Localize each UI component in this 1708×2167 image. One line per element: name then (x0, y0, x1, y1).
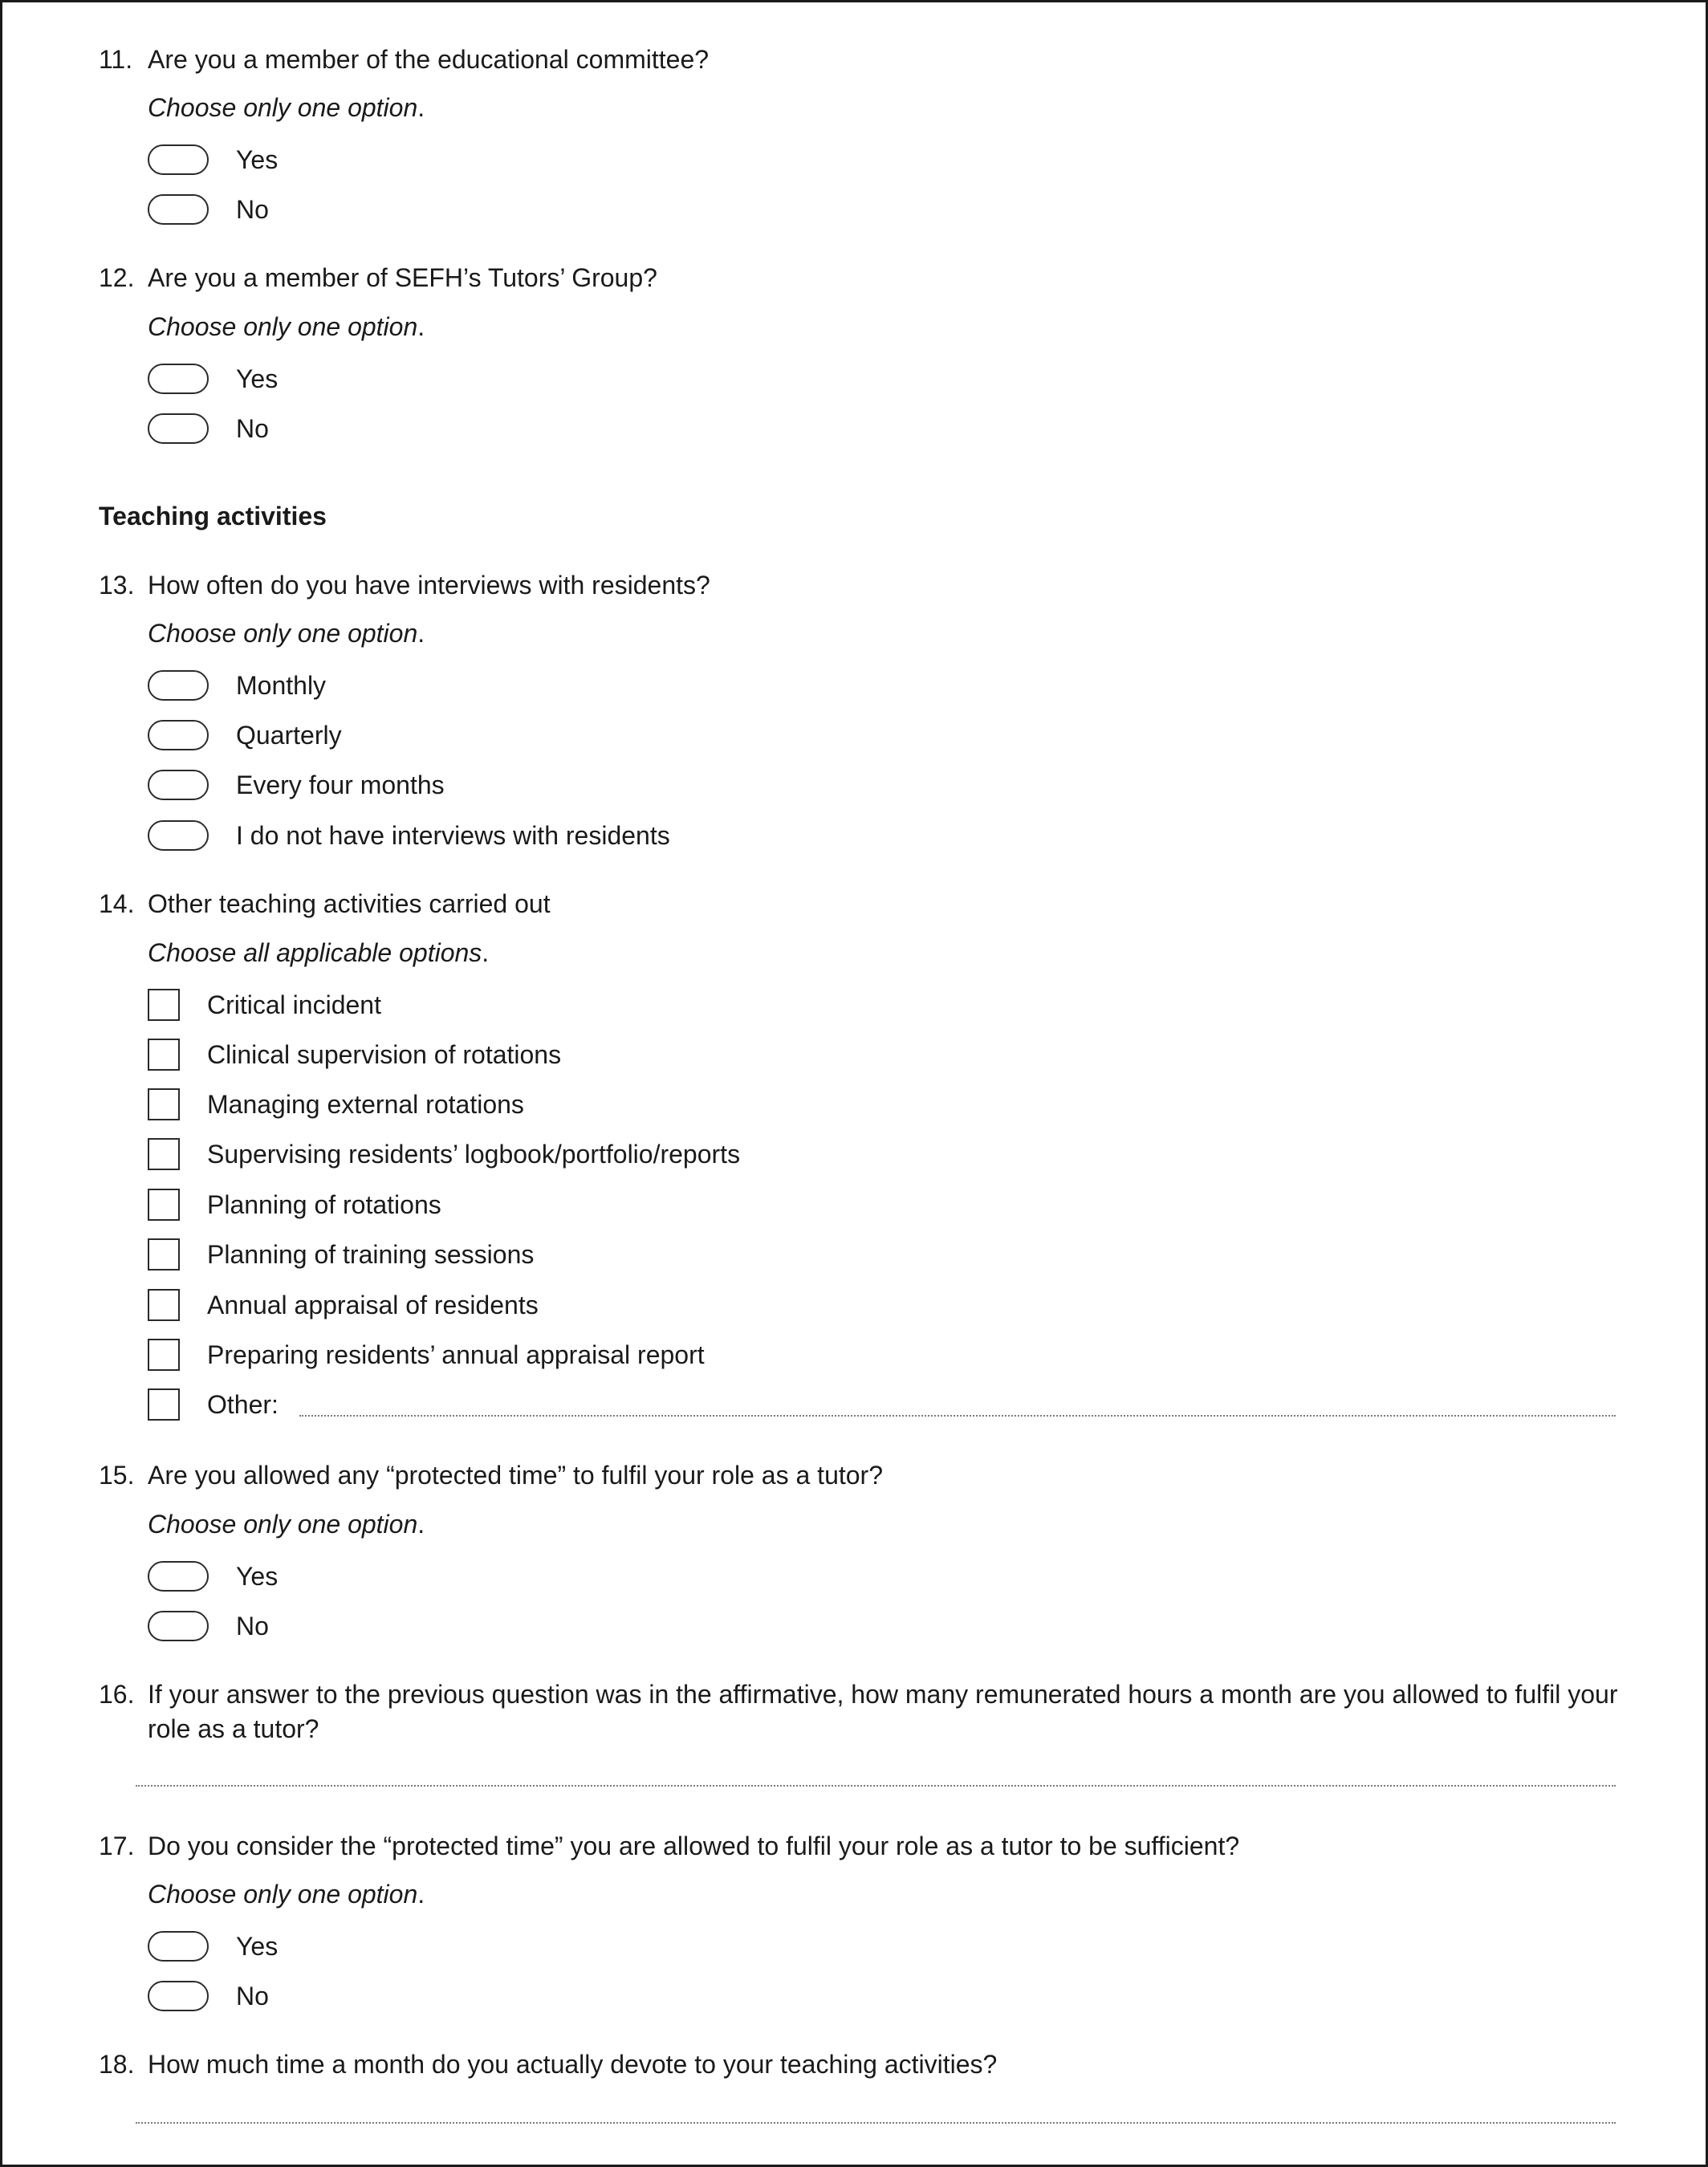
question-text: How much time a month do you actually devote to your teaching activities? (148, 2050, 998, 2079)
instruction-text: Choose only one option (148, 93, 418, 122)
instruction (148, 619, 425, 648)
question-number: 17. (99, 1832, 135, 1860)
option-row[interactable] (148, 769, 445, 801)
question-12 (99, 261, 1624, 295)
radio-button[interactable] (148, 720, 209, 750)
answer-line[interactable] (136, 1785, 1616, 1787)
section-heading: Teaching activities (99, 502, 327, 531)
option-row[interactable] (148, 719, 342, 751)
option-label: Planning of training sessions (207, 1239, 535, 1269)
radio-button[interactable] (148, 1931, 209, 1962)
question-11 (99, 43, 1624, 77)
option-label: I do not have interviews with residents (236, 820, 670, 850)
option-label: No (236, 194, 269, 224)
question-13 (99, 568, 1624, 603)
option-row[interactable] (148, 1610, 269, 1642)
instruction-period: . (417, 1880, 425, 1909)
option-row[interactable] (148, 413, 269, 445)
instruction (148, 1880, 425, 1909)
question-17 (99, 1829, 1624, 1864)
option-row[interactable] (148, 144, 278, 176)
radio-button[interactable] (148, 413, 209, 444)
radio-button[interactable] (148, 670, 209, 701)
question-number: 15. (99, 1461, 135, 1490)
question-16 (99, 1677, 1624, 1746)
option-label: Critical incident (207, 990, 381, 1019)
question-15 (99, 1458, 1624, 1493)
option-row[interactable] (148, 193, 269, 226)
instruction (148, 1510, 425, 1539)
radio-button[interactable] (148, 820, 209, 851)
checkbox[interactable] (148, 1388, 180, 1421)
question-number: 12. (99, 263, 135, 292)
checkbox[interactable] (148, 1138, 180, 1170)
question-number: 16. (99, 1680, 135, 1709)
option-row[interactable] (148, 1560, 278, 1592)
question-text: If your answer to the previous question was in the affirmative, how many remunerated hours a month are you allowed to fulfil your role as a tutor? (148, 1680, 1618, 1743)
question-number: 11. (99, 45, 133, 74)
option-label: Clinical supervision of rotations (207, 1039, 562, 1069)
radio-button[interactable] (148, 1561, 209, 1592)
option-label: Supervising residents’ logbook/portfolio/reports (207, 1139, 741, 1169)
option-label: Other: (207, 1389, 279, 1419)
instruction-text: Choose only one option (148, 1510, 418, 1539)
option-label: Preparing residents’ annual appraisal report (207, 1340, 705, 1369)
checkbox[interactable] (148, 989, 180, 1021)
question-18 (99, 2047, 1624, 2082)
checkbox-row[interactable] (148, 1189, 441, 1221)
question-text: Are you a member of SEFH’s Tutors’ Group? (148, 263, 657, 292)
option-label: Monthly (236, 670, 327, 700)
option-label: Every four months (236, 770, 445, 799)
answer-line[interactable] (136, 2122, 1616, 2124)
checkbox-row[interactable] (148, 989, 381, 1021)
option-row[interactable] (148, 1930, 278, 1962)
option-label: No (236, 1981, 269, 2010)
checkbox[interactable] (148, 1339, 180, 1371)
checkbox-row[interactable] (148, 1088, 524, 1120)
radio-button[interactable] (148, 1611, 209, 1641)
question-text: Other teaching activities carried out (148, 889, 551, 918)
option-label: Yes (236, 144, 279, 174)
question-text: Do you consider the “protected time” you are allowed to fulfil your role as a tutor to be sufficient? (148, 1832, 1240, 1860)
instruction (148, 938, 489, 968)
question-14 (99, 887, 1624, 921)
other-answer-line[interactable] (299, 1415, 1616, 1417)
instruction (148, 93, 425, 123)
option-label: Annual appraisal of residents (207, 1290, 539, 1319)
question-text: Are you a member of the educational committee? (148, 45, 710, 74)
checkbox[interactable] (148, 1238, 180, 1271)
checkbox-row[interactable] (148, 1289, 539, 1321)
option-row[interactable] (148, 819, 670, 852)
question-number: 13. (99, 571, 135, 600)
instruction-text: Choose only one option (148, 312, 418, 341)
instruction-period: . (482, 938, 490, 967)
option-row[interactable] (148, 669, 326, 701)
checkbox-row[interactable] (148, 1238, 534, 1271)
option-label: Yes (236, 1561, 279, 1591)
checkbox[interactable] (148, 1039, 180, 1071)
checkbox-row[interactable] (148, 1339, 705, 1371)
checkbox[interactable] (148, 1289, 180, 1321)
instruction-text: Choose only one option (148, 1880, 418, 1909)
question-number: 18. (99, 2050, 135, 2079)
checkbox-row[interactable] (148, 1039, 561, 1071)
option-label: Yes (236, 364, 279, 393)
question-text: How often do you have interviews with residents? (148, 571, 710, 600)
question-text: Are you allowed any “protected time” to fulfil your role as a tutor? (148, 1461, 883, 1490)
option-label: No (236, 1611, 269, 1640)
checkbox-row[interactable] (148, 1138, 740, 1170)
option-label: Yes (236, 1931, 279, 1961)
instruction-text: Choose all applicable options (148, 938, 482, 967)
radio-button[interactable] (148, 364, 209, 394)
radio-button[interactable] (148, 144, 209, 175)
instruction (148, 312, 425, 342)
checkbox-row[interactable] (148, 1388, 279, 1421)
radio-button[interactable] (148, 194, 209, 225)
checkbox[interactable] (148, 1088, 180, 1120)
option-label: Managing external rotations (207, 1089, 524, 1119)
question-number: 14. (99, 889, 135, 918)
instruction-period: . (417, 312, 425, 341)
option-row[interactable] (148, 363, 278, 395)
option-label: No (236, 413, 269, 443)
option-row[interactable] (148, 1980, 269, 2012)
radio-button[interactable] (148, 1981, 209, 2011)
option-label: Planning of rotations (207, 1189, 441, 1219)
instruction-period: . (417, 93, 425, 122)
instruction-period: . (417, 619, 425, 648)
radio-button[interactable] (148, 770, 209, 800)
checkbox[interactable] (148, 1189, 180, 1221)
instruction-period: . (417, 1510, 425, 1539)
instruction-text: Choose only one option (148, 619, 418, 648)
option-label: Quarterly (236, 720, 342, 750)
